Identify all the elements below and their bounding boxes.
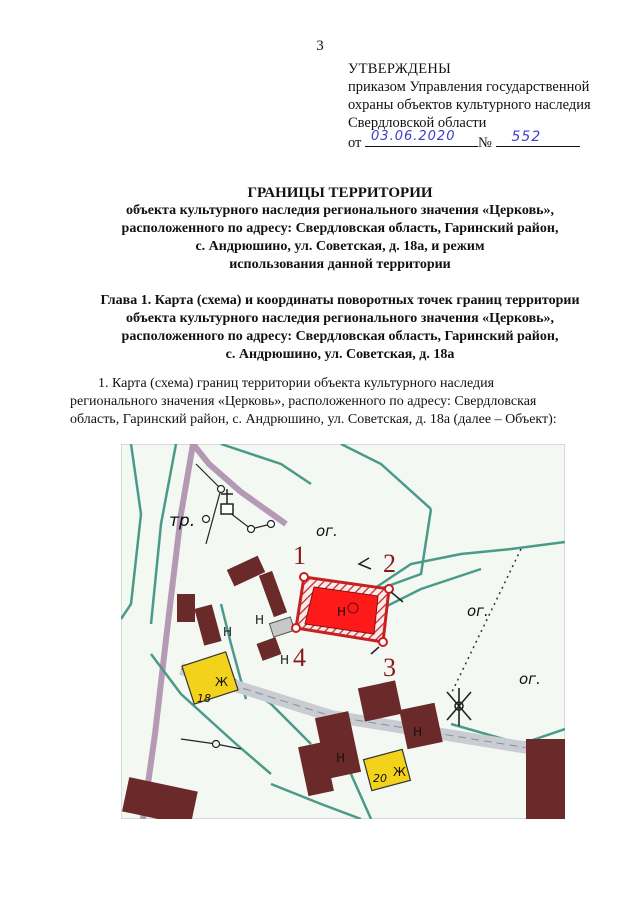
label-n-object: Н xyxy=(337,605,347,619)
label-num-20: 20 xyxy=(373,772,387,785)
title-line: объекта культурного наследия регионального значения «Церковь», xyxy=(125,203,555,218)
building xyxy=(526,739,565,819)
point-label-1: 1 xyxy=(293,541,306,570)
point-label-3: 3 xyxy=(383,653,396,682)
label-og-1: ог. xyxy=(316,522,338,540)
number-value: 552 xyxy=(511,129,542,145)
point-label-2: 2 xyxy=(383,549,396,578)
utility-node xyxy=(248,526,255,533)
page-number: 3 xyxy=(316,38,324,54)
label-zh-18: Ж xyxy=(215,675,228,689)
point-marker-3 xyxy=(379,638,387,646)
date-value: 03.06.2020 xyxy=(371,129,456,144)
approval-title: УТВЕРЖДЕНЫ xyxy=(348,61,452,77)
title-line: использования данной территории xyxy=(229,257,451,272)
utility-node xyxy=(218,486,225,493)
number-prefix: № xyxy=(478,135,492,151)
label-og-2: ог. xyxy=(467,602,489,620)
label-tr: тр. xyxy=(169,511,196,531)
point-marker-1 xyxy=(300,573,308,581)
paragraph-1 xyxy=(70,375,610,429)
document-title xyxy=(40,184,640,274)
chapter-line: объекта культурного наследия регионального значения «Церковь», xyxy=(125,311,555,326)
date-field xyxy=(365,129,478,147)
date-prefix: от xyxy=(348,135,362,151)
title-main: ГРАНИЦЫ ТЕРРИТОРИИ xyxy=(247,185,433,201)
label-num-18: 18 xyxy=(197,692,211,705)
label-og-3: ог. xyxy=(519,670,541,688)
approval-line: охраны объектов культурного наследия xyxy=(348,97,591,113)
boundary-map xyxy=(121,444,565,819)
approval-line: Свердловской области xyxy=(348,115,487,131)
utility-node xyxy=(213,741,220,748)
label-n-b: Н xyxy=(223,625,233,639)
label-n-d: Н xyxy=(336,751,346,765)
chapter-line: Глава 1. Карта (схема) и координаты поворотных точек границ территории xyxy=(100,293,580,308)
title-line: расположенного по адресу: Свердловская область, Гаринский район, xyxy=(121,221,559,236)
number-field xyxy=(496,129,580,147)
paragraph-line: 1. Карта (схема) границ территории объекта культурного наследия xyxy=(98,376,495,391)
label-n-a: Н xyxy=(255,613,265,627)
point-marker-4 xyxy=(292,624,300,632)
transformer-box xyxy=(221,504,233,514)
chapter-heading xyxy=(40,292,640,364)
approval-line: приказом Управления государственной xyxy=(348,79,590,95)
paragraph-line: область, Гаринский район, с. Андрюшино, ул. Советская, д. 18а (далее – Объект): xyxy=(70,412,557,427)
chapter-line: расположенного по адресу: Свердловская область, Гаринский район, xyxy=(121,329,559,344)
approval-block xyxy=(348,60,628,152)
building xyxy=(177,594,195,622)
title-line: с. Андрюшино, ул. Советская, д. 18а, и режим xyxy=(195,239,485,254)
paragraph-line: регионального значения «Церковь», расположенного по адресу: Свердловская xyxy=(70,394,537,409)
point-label-4: 4 xyxy=(293,643,306,672)
chapter-line: с. Андрюшино, ул. Советская, д. 18а xyxy=(225,347,455,362)
utility-node xyxy=(203,516,210,523)
order-line xyxy=(348,129,628,152)
label-n-c: Н xyxy=(280,653,290,667)
label-n-e: Н xyxy=(413,725,423,739)
utility-node xyxy=(268,521,275,528)
label-zh-20: Ж xyxy=(393,765,406,779)
